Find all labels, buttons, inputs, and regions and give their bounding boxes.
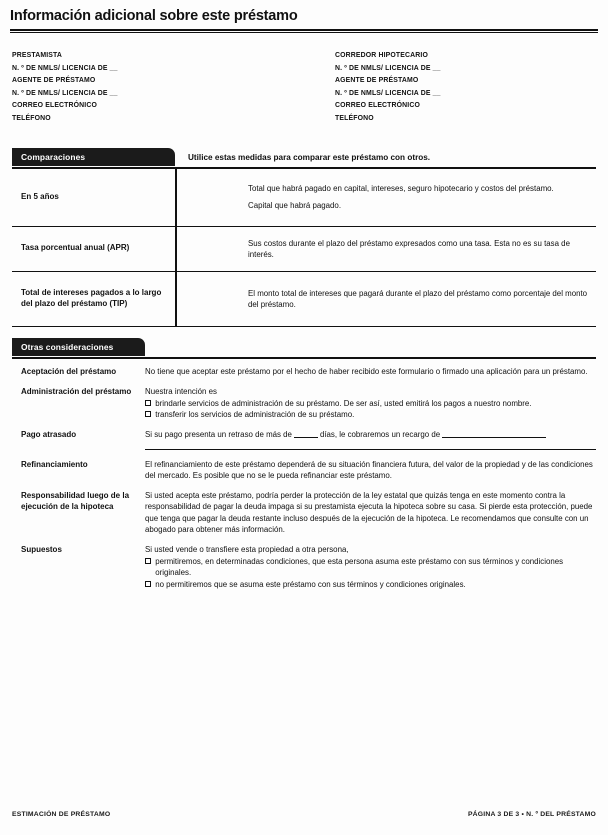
refinance-description — [145, 459, 596, 481]
late-payment-text-middle: días, le cobraremos un recargo de — [319, 430, 441, 440]
comparisons-table — [12, 148, 596, 327]
checkbox-icon[interactable] — [145, 400, 151, 406]
other-considerations-section — [12, 338, 596, 599]
comparisons-row-paragraph: El monto total de intereses que pagará durante el plazo del préstamo como porcentaje del monto del préstamo. — [248, 288, 588, 309]
comparisons-row-description — [175, 232, 596, 266]
comparisons-column-divider — [175, 169, 177, 327]
broker-contact-column — [335, 50, 598, 125]
broker-line-5: CORREO ELECTRÓNICO — [335, 102, 421, 110]
lender-line-6: TELÉFONO — [12, 114, 51, 122]
assumption-option-2[interactable] — [145, 579, 596, 590]
broker-line-1: CORREDOR HIPOTECARIO — [335, 52, 428, 59]
comparisons-row-paragraph: Total que habrá pagado en capital, intereses, seguro hipotecario y costos del préstamo. — [248, 184, 554, 194]
table-row — [12, 272, 596, 327]
late-payment-description — [145, 429, 596, 449]
footer-right-text: PÁGINA 3 DE 3 • N. º DEL PRÉSTAMO — [467, 811, 596, 818]
lender-line-4: N. º DE NMLS/ LICENCIA DE __ — [12, 89, 118, 97]
assumption-option-label: no permitiremos que se asuma este préstamo con sus términos y condiciones originales. — [155, 579, 466, 589]
lender-line-5: CORREO ELECTRÓNICO — [12, 102, 98, 110]
comparisons-row-label: En 5 años — [21, 191, 59, 201]
servicing-option-label: transferir los servicios de administración de su préstamo. — [155, 410, 355, 420]
lender-line-1: PRESTAMISTA — [12, 52, 63, 59]
comparisons-body — [12, 169, 596, 327]
list-item — [12, 386, 596, 421]
comparisons-row-paragraph: Capital que habrá pagado. — [248, 201, 342, 211]
comparisons-row-description — [175, 177, 596, 217]
acceptance-label: Aceptación del préstamo — [21, 366, 117, 376]
liability-text: Si usted acepta este préstamo, podría perder la protección de la ley estatal que quizás tenga en este momento contra la responsabilidad de pagar la deuda impaga si su prestamista ejecuta la hipoteca sobre su casa. Si pierde esta protección, puede que tenga que pagar la deuda restante incluso después de la ejecución de la hipoteca. Le recomendamos que consulte con un abogado para obtener más información. — [145, 491, 593, 534]
liability-description — [145, 490, 596, 535]
comparisons-row-paragraph: Sus costos durante el plazo del préstamo expresados como una tasa. Esta no es su tasa de interés. — [248, 238, 570, 259]
comparisons-subtitle: Utilice estas medidas para comparar este préstamo con otros. — [188, 152, 431, 162]
servicing-option-1[interactable] — [145, 398, 596, 409]
other-considerations-list — [12, 359, 596, 590]
comparisons-row-label: Tasa porcentual anual (APR) — [21, 243, 130, 253]
broker-line-6: TELÉFONO — [335, 114, 374, 122]
late-payment-text — [145, 429, 596, 440]
comparisons-header-row — [12, 148, 596, 166]
lender-line-2: N. º DE NMLS/ LICENCIA DE __ — [12, 64, 118, 72]
list-item — [12, 366, 596, 377]
footer-left-text: ESTIMACIÓN DE PRÉSTAMO — [12, 811, 111, 818]
broker-line-4: N. º DE NMLS/ LICENCIA DE __ — [335, 89, 441, 97]
list-item — [12, 490, 596, 535]
acceptance-description — [145, 366, 596, 377]
late-payment-label: Pago atrasado — [21, 430, 77, 440]
servicing-option-label: brindarle servicios de administración de su préstamo. De ser así, usted emitirá los pagos a nuestro nombre. — [155, 398, 532, 408]
assumption-label: Supuestos — [21, 545, 62, 554]
comparisons-row-description — [175, 282, 596, 316]
late-payment-days-blank[interactable] — [294, 437, 318, 438]
contacts-block — [12, 50, 598, 125]
assumption-option-1[interactable] — [145, 556, 596, 578]
assumption-description — [145, 544, 596, 590]
page-footer — [12, 811, 596, 818]
acceptance-text: No tiene que aceptar este préstamo por el hecho de haber recibido este formulario o firmado una aplicación para un préstamo. — [145, 366, 588, 376]
other-considerations-section-bar: Otras consideraciones — [12, 338, 145, 356]
checkbox-icon[interactable] — [145, 411, 151, 417]
title-rule-thick — [10, 29, 598, 31]
list-item — [12, 459, 596, 481]
lender-contact-column — [12, 50, 335, 125]
assumption-intro: Si usted vende o transfiere esta propiedad a otra persona, — [145, 545, 349, 554]
comparisons-row-label: Total de intereses pagados a lo largo del plazo del préstamo (TIP) — [21, 287, 162, 308]
page-title: Información adicional sobre este préstamo — [10, 8, 298, 24]
servicing-description — [145, 386, 596, 421]
broker-line-2: N. º DE NMLS/ LICENCIA DE __ — [335, 64, 441, 72]
checkbox-icon[interactable] — [145, 558, 151, 564]
late-payment-text-before: Si su pago presenta un retraso de más de — [145, 430, 292, 440]
lender-line-3: AGENTE DE PRÉSTAMO — [12, 77, 96, 85]
checkbox-icon[interactable] — [145, 581, 151, 587]
servicing-option-2[interactable] — [145, 409, 596, 420]
liability-label: Responsabilidad luego de la ejecución de la hipoteca — [21, 491, 130, 512]
refinance-text: El refinanciamiento de este préstamo dependerá de su situación financiera futura, del valor de la propiedad y de las condiciones del mercado. Es posible que no se le pueda refinanciar este préstamo. — [145, 459, 593, 480]
late-payment-fee-blank[interactable] — [442, 437, 546, 438]
list-item — [12, 544, 596, 590]
other-considerations-header-row — [12, 338, 596, 356]
servicing-label: Administración del préstamo — [21, 386, 132, 396]
table-row — [12, 169, 596, 227]
assumption-option-label: permitiremos, en determinadas condiciones, que esta persona asuma este préstamo con sus términos y condiciones originales. — [155, 556, 564, 577]
late-payment-continuation-rule[interactable] — [145, 449, 596, 450]
page-title-block — [10, 8, 598, 33]
refinance-label: Refinanciamiento — [21, 459, 88, 469]
broker-line-3: AGENTE DE PRÉSTAMO — [335, 77, 419, 85]
list-item — [12, 429, 596, 449]
comparisons-section-bar: Comparaciones — [12, 148, 175, 166]
title-rule-thin — [10, 32, 598, 33]
table-row — [12, 227, 596, 272]
servicing-intro: Nuestra intención es — [145, 386, 217, 396]
